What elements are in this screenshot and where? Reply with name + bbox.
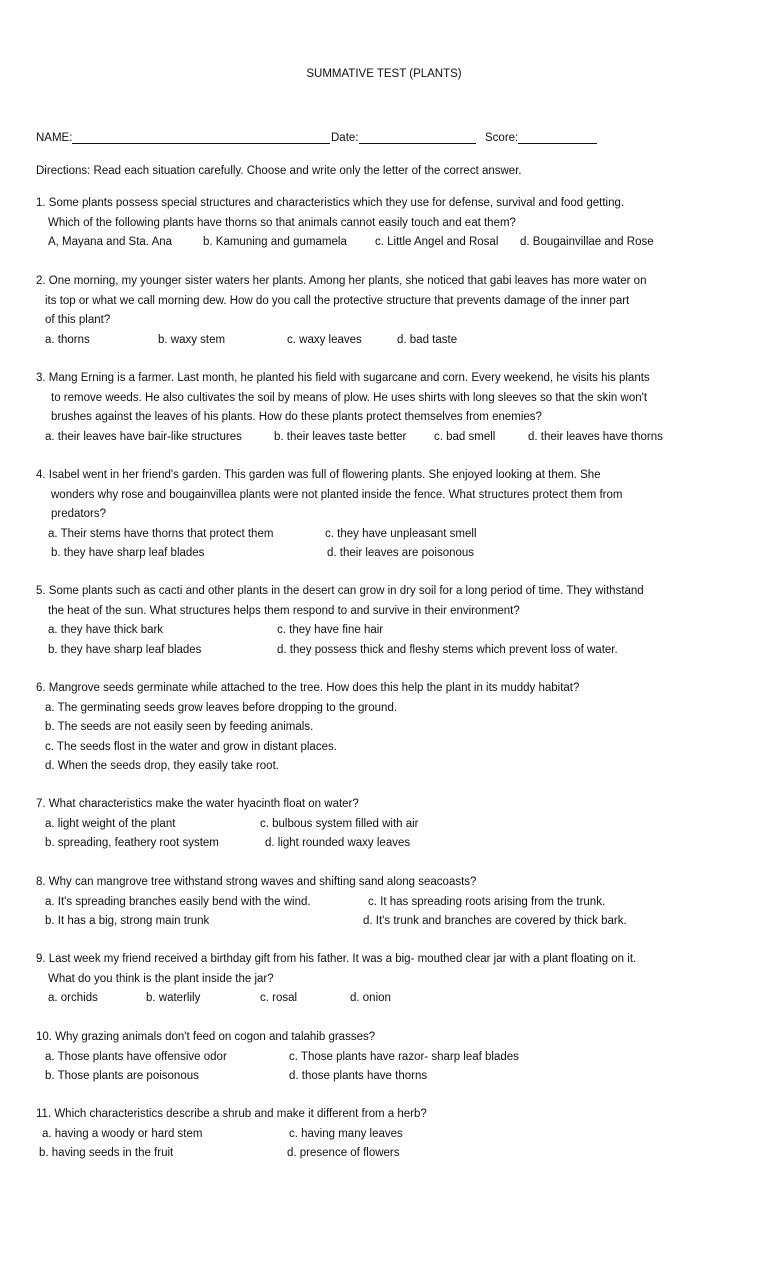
choice-d: d. When the seeds drop, they easily take root. (45, 760, 279, 772)
choice-row (36, 331, 726, 351)
choice-row (36, 893, 726, 913)
question-text: 11. Which characteristics describe a shrub and make it different from a herb? (36, 1108, 427, 1120)
choice-d: d. they possess thick and fleshy stems which prevent loss of water. (277, 643, 618, 656)
question-2 (36, 272, 726, 350)
choice-b: b. waxy stem (158, 333, 226, 346)
choice-row (36, 1144, 726, 1164)
choice-b: b. The seeds are not easily seen by feeding animals. (45, 721, 314, 733)
choice-row (36, 428, 726, 448)
name-field[interactable] (36, 131, 330, 144)
choice-row (36, 621, 726, 641)
choice-a: a. Those plants have offensive odor (45, 1050, 227, 1063)
choice-a: A, Mayana and Sta. Ana (48, 236, 173, 248)
question-7 (36, 795, 726, 854)
question-6 (36, 679, 726, 777)
choice-c: c. they have fine hair (277, 624, 384, 636)
date-blank[interactable] (359, 131, 476, 144)
choice-c: c. Those plants have razor- sharp leaf blades (289, 1050, 519, 1063)
date-label: Date: (331, 132, 359, 144)
choice-a: a. they have thick bark (48, 624, 164, 636)
question-text: 7. What characteristics make the water hyacinth float on water? (36, 798, 359, 810)
choice-a: a. orchids (48, 992, 98, 1004)
choice-row (36, 989, 726, 1009)
name-label: NAME: (36, 132, 73, 144)
question-text: 1. Some plants possess special structures and characteristics which they use for defense, survival and food getting. (36, 197, 625, 209)
choice-c: c. rosal (260, 992, 298, 1004)
question-text: its top or what we call morning dew. How do you call the protective structure that prevents damage of the inner part (45, 294, 630, 307)
question-text: the heat of the sun. What structures helps them respond to and survive in their environment? (48, 604, 520, 617)
question-8 (36, 873, 726, 932)
choice-c: c. Little Angel and Rosal (375, 236, 499, 248)
choice-row (36, 815, 726, 835)
page-title: SUMMATIVE TEST (PLANTS) (306, 68, 462, 80)
choice-b: b. Those plants are poisonous (45, 1070, 199, 1082)
question-1 (36, 194, 726, 253)
choice-b: b. waterlily (146, 992, 201, 1004)
choice-a: a. It's spreading branches easily bend with the wind. (45, 895, 311, 908)
choice-d: d. presence of flowers (287, 1147, 400, 1159)
question-text: of this plant? (45, 314, 111, 326)
choice-row (36, 834, 726, 854)
choice-b: b. spreading, feathery root system (45, 837, 219, 849)
choice-b: b. they have sharp leaf blades (51, 547, 205, 559)
score-label: Score: (485, 132, 519, 144)
question-text: Which of the following plants have thorns so that animals cannot easily touch and eat them? (48, 216, 516, 229)
question-text: 4. Isabel went in her friend's garden. This garden was full of flowering plants. She enjoyed looking at them. She (36, 469, 601, 481)
choice-a: a. their leaves have bair-like structures (45, 430, 242, 443)
choice-c: c. It has spreading roots arising from the trunk. (368, 895, 606, 908)
question-text: 10. Why grazing animals don't feed on cogon and talahib grasses? (36, 1031, 376, 1043)
choice-c: c. The seeds flost in the water and grow in distant places. (45, 740, 337, 753)
question-5 (36, 582, 726, 660)
choice-b: b. It has a big, strong main trunk (45, 915, 210, 927)
choice-c: c. having many leaves (289, 1127, 403, 1140)
choice-d: d. light rounded waxy leaves (265, 837, 411, 849)
choice-d: d. their leaves have thorns (528, 430, 663, 443)
question-text: wonders why rose and bougainvillea plants were not planted inside the fence. What structures protect them from (51, 488, 623, 501)
choice-row (36, 1067, 726, 1087)
question-text: 8. Why can mangrove tree withstand strong waves and shifting sand along seacoasts? (36, 876, 477, 888)
question-4 (36, 466, 726, 564)
question-text: What do you think is the plant inside the jar? (48, 972, 274, 985)
question-text: 3. Mang Erning is a farmer. Last month, he planted his field with sugarcane and corn. Every weekend, he visits his plants (36, 372, 650, 384)
question-3 (36, 369, 726, 447)
choice-a: a. light weight of the plant (45, 817, 176, 830)
choice-c: c. bad smell (434, 430, 496, 443)
choice-b: b. they have sharp leaf blades (48, 643, 202, 656)
choice-d: d. Bougainvillae and Rose (520, 236, 654, 248)
choice-row (36, 912, 726, 932)
choice-a: a. The germinating seeds grow leaves before dropping to the ground. (45, 701, 398, 714)
question-text: to remove weeds. He also cultivates the soil by means of plow. He uses shirts with long sleeves so that the skin won't (51, 391, 648, 404)
date-field[interactable] (331, 131, 476, 144)
question-10 (36, 1028, 726, 1087)
question-text: 5. Some plants such as cacti and other plants in the desert can grow in dry soil for a long period of time. They withstand (36, 585, 644, 597)
question-9 (36, 950, 726, 1009)
choice-a: a. Their stems have thorns that protect them (48, 527, 274, 540)
choice-b: b. Kamuning and gumamela (203, 236, 347, 248)
choice-d: d. It's trunk and branches are covered by thick bark. (363, 915, 627, 927)
choice-d: d. onion (350, 992, 391, 1004)
choice-d: d. those plants have thorns (289, 1070, 428, 1082)
question-text: 9. Last week my friend received a birthday gift from his father. It was a big- mouthed clear jar with a plant floating on it. (36, 953, 637, 965)
question-text: 6. Mangrove seeds germinate while attached to the tree. How does this help the plant in its muddy habitat? (36, 682, 580, 694)
choice-b: b. their leaves taste better (274, 430, 407, 443)
choice-row (36, 641, 726, 661)
choice-a: a. having a woody or hard stem (42, 1127, 203, 1140)
choice-row (36, 1048, 726, 1068)
name-blank[interactable] (72, 131, 330, 144)
directions: Directions: Read each situation carefully. Choose and write only the letter of the correct answer. (36, 165, 522, 177)
choice-a: a. thorns (45, 333, 90, 346)
choice-row (36, 544, 726, 564)
choice-d: d. bad taste (397, 333, 458, 346)
question-11 (36, 1105, 726, 1164)
choice-c: c. waxy leaves (287, 333, 362, 346)
choice-c: c. they have unpleasant smell (325, 527, 477, 540)
question-text: brushes against the leaves of his plants. How do these plants protect themselves from enemies? (51, 411, 542, 423)
question-text: predators? (51, 508, 106, 520)
choice-c: c. bulbous system filled with air (260, 817, 419, 830)
score-field[interactable] (485, 131, 597, 144)
choice-row (36, 233, 726, 253)
question-text: 2. One morning, my younger sister waters her plants. Among her plants, she noticed that gabi leaves has more water on (36, 275, 647, 287)
choice-row (36, 1125, 726, 1145)
choice-row (36, 525, 726, 545)
score-blank[interactable] (518, 131, 597, 144)
choice-d: d. their leaves are poisonous (327, 547, 475, 559)
choice-b: b. having seeds in the fruit (39, 1147, 174, 1159)
